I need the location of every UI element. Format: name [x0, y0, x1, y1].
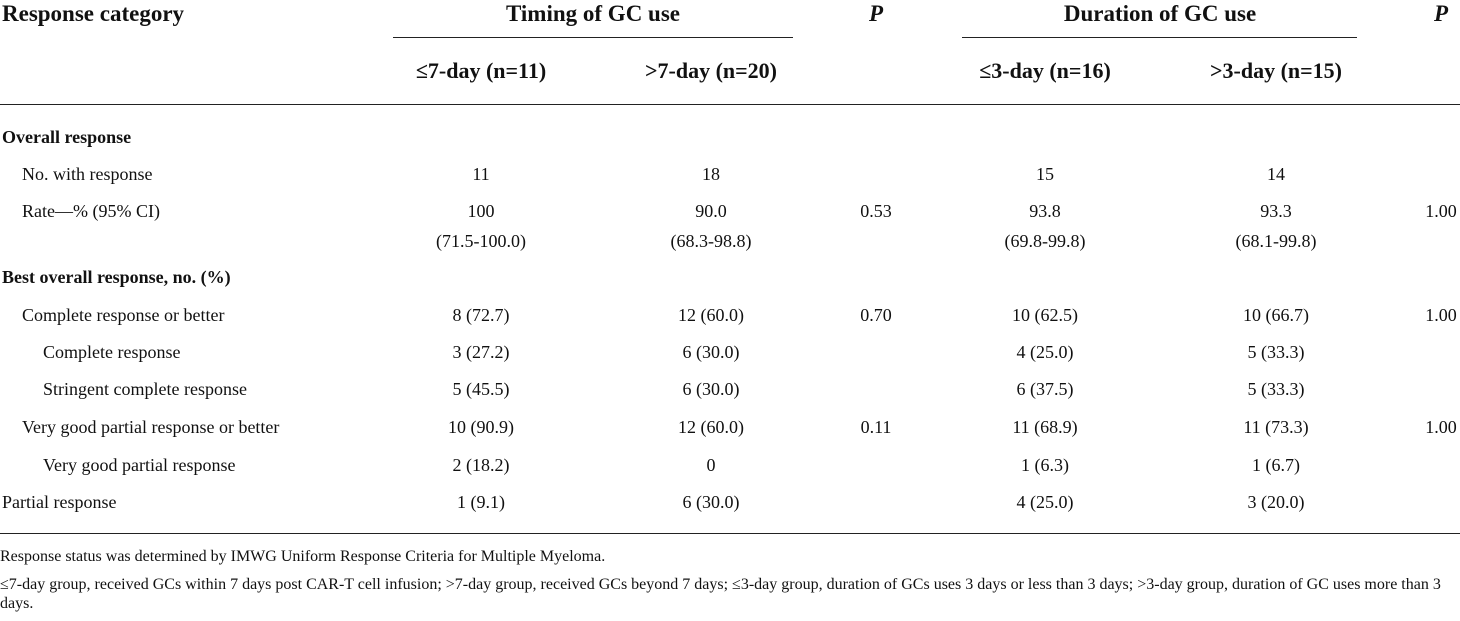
header-duration-of-gc-use: Duration of GC use [1063, 1, 1257, 26]
cell-value: 12 (60.0) [678, 305, 744, 325]
cell-p-value: 1.00 [1425, 305, 1457, 325]
cell-value: 15 [1036, 164, 1054, 184]
cell-value: 11 (68.9) [1012, 417, 1078, 437]
cell-value: 12 (60.0) [678, 417, 744, 437]
cell-value: 93.8 [1029, 201, 1061, 221]
row-label-cr-or-better: Complete response or better [22, 305, 225, 325]
cell-value: 1 (6.3) [1021, 455, 1069, 475]
cell-value: 6 (30.0) [682, 492, 740, 512]
cell-p-value: 0.53 [860, 201, 892, 221]
col-timing-gt7: >7-day (n=20) [644, 58, 778, 83]
cell-value: 6 (37.5) [1016, 379, 1074, 399]
cell-value: 90.0 [695, 201, 727, 221]
table-bottom-rule [0, 533, 1460, 534]
row-label-vgpr-or-better: Very good partial response or better [22, 417, 280, 437]
cell-p-value: 0.11 [860, 417, 892, 437]
cell-value: 0 [706, 455, 716, 475]
header-p-timing: P [868, 1, 884, 26]
cell-value: 11 (73.3) [1243, 417, 1309, 437]
cell-value: 10 (90.9) [448, 417, 514, 437]
cell-value: 1 (9.1) [457, 492, 505, 512]
cell-value: 3 (27.2) [452, 342, 510, 362]
row-label-vgpr: Very good partial response [43, 455, 236, 475]
cell-value: 14 [1267, 164, 1285, 184]
cell-value: 2 (18.2) [452, 455, 510, 475]
section-overall-response: Overall response [2, 127, 132, 147]
section-best-overall-response: Best overall response, no. (%) [2, 267, 231, 287]
cell-value: 5 (33.3) [1247, 342, 1305, 362]
cell-value: 6 (30.0) [682, 379, 740, 399]
cell-ci: (68.1-99.8) [1235, 231, 1317, 251]
row-label-scr: Stringent complete response [43, 379, 247, 399]
header-response-category: Response category [2, 1, 185, 26]
header-bottom-rule [0, 104, 1460, 105]
cell-p-value: 1.00 [1425, 417, 1457, 437]
cell-value: 10 (66.7) [1243, 305, 1309, 325]
cell-value: 100 [467, 201, 495, 221]
cell-value: 1 (6.7) [1252, 455, 1300, 475]
cell-p-value: 1.00 [1425, 201, 1457, 221]
cell-value: 93.3 [1260, 201, 1292, 221]
cell-value: 10 (62.5) [1012, 305, 1078, 325]
cell-value: 4 (25.0) [1016, 492, 1074, 512]
header-timing-of-gc-use: Timing of GC use [505, 1, 681, 26]
cell-value: 5 (33.3) [1247, 379, 1305, 399]
row-label-cr: Complete response [43, 342, 181, 362]
timing-group-rule [393, 37, 793, 38]
footnote-criteria: Response status was determined by IMWG Uniform Response Criteria for Multiple Myeloma. [0, 548, 606, 565]
row-label-rate: Rate—% (95% CI) [22, 201, 160, 221]
col-duration-gt3: >3-day (n=15) [1209, 58, 1343, 83]
col-duration-le3: ≤3-day (n=16) [979, 58, 1111, 83]
cell-ci: (69.8-99.8) [1004, 231, 1086, 251]
cell-p-value: 0.70 [860, 305, 892, 325]
cell-value: 6 (30.0) [682, 342, 740, 362]
cell-value: 4 (25.0) [1016, 342, 1074, 362]
row-label-no-with-response: No. with response [22, 164, 153, 184]
duration-group-rule [962, 37, 1357, 38]
cell-ci: (71.5-100.0) [436, 231, 526, 251]
cell-ci: (68.3-98.8) [670, 231, 752, 251]
col-timing-le7: ≤7-day (n=11) [415, 58, 547, 83]
footnote-group-definitions: ≤7-day group, received GCs within 7 days post CAR-T cell infusion; >7-day group, received GCs beyond 7 days; ≤3-day group, duration of GCs uses 3 days or less than 3 days; >3-day group, duration of GC uses more than 3 days. [0, 576, 1441, 612]
cell-value: 8 (72.7) [452, 305, 510, 325]
row-label-pr: Partial response [2, 492, 117, 512]
header-p-duration: P [1433, 1, 1449, 26]
cell-value: 5 (45.5) [452, 379, 510, 399]
cell-value: 18 [702, 164, 720, 184]
cell-value: 11 [472, 164, 490, 184]
cell-value: 3 (20.0) [1247, 492, 1305, 512]
